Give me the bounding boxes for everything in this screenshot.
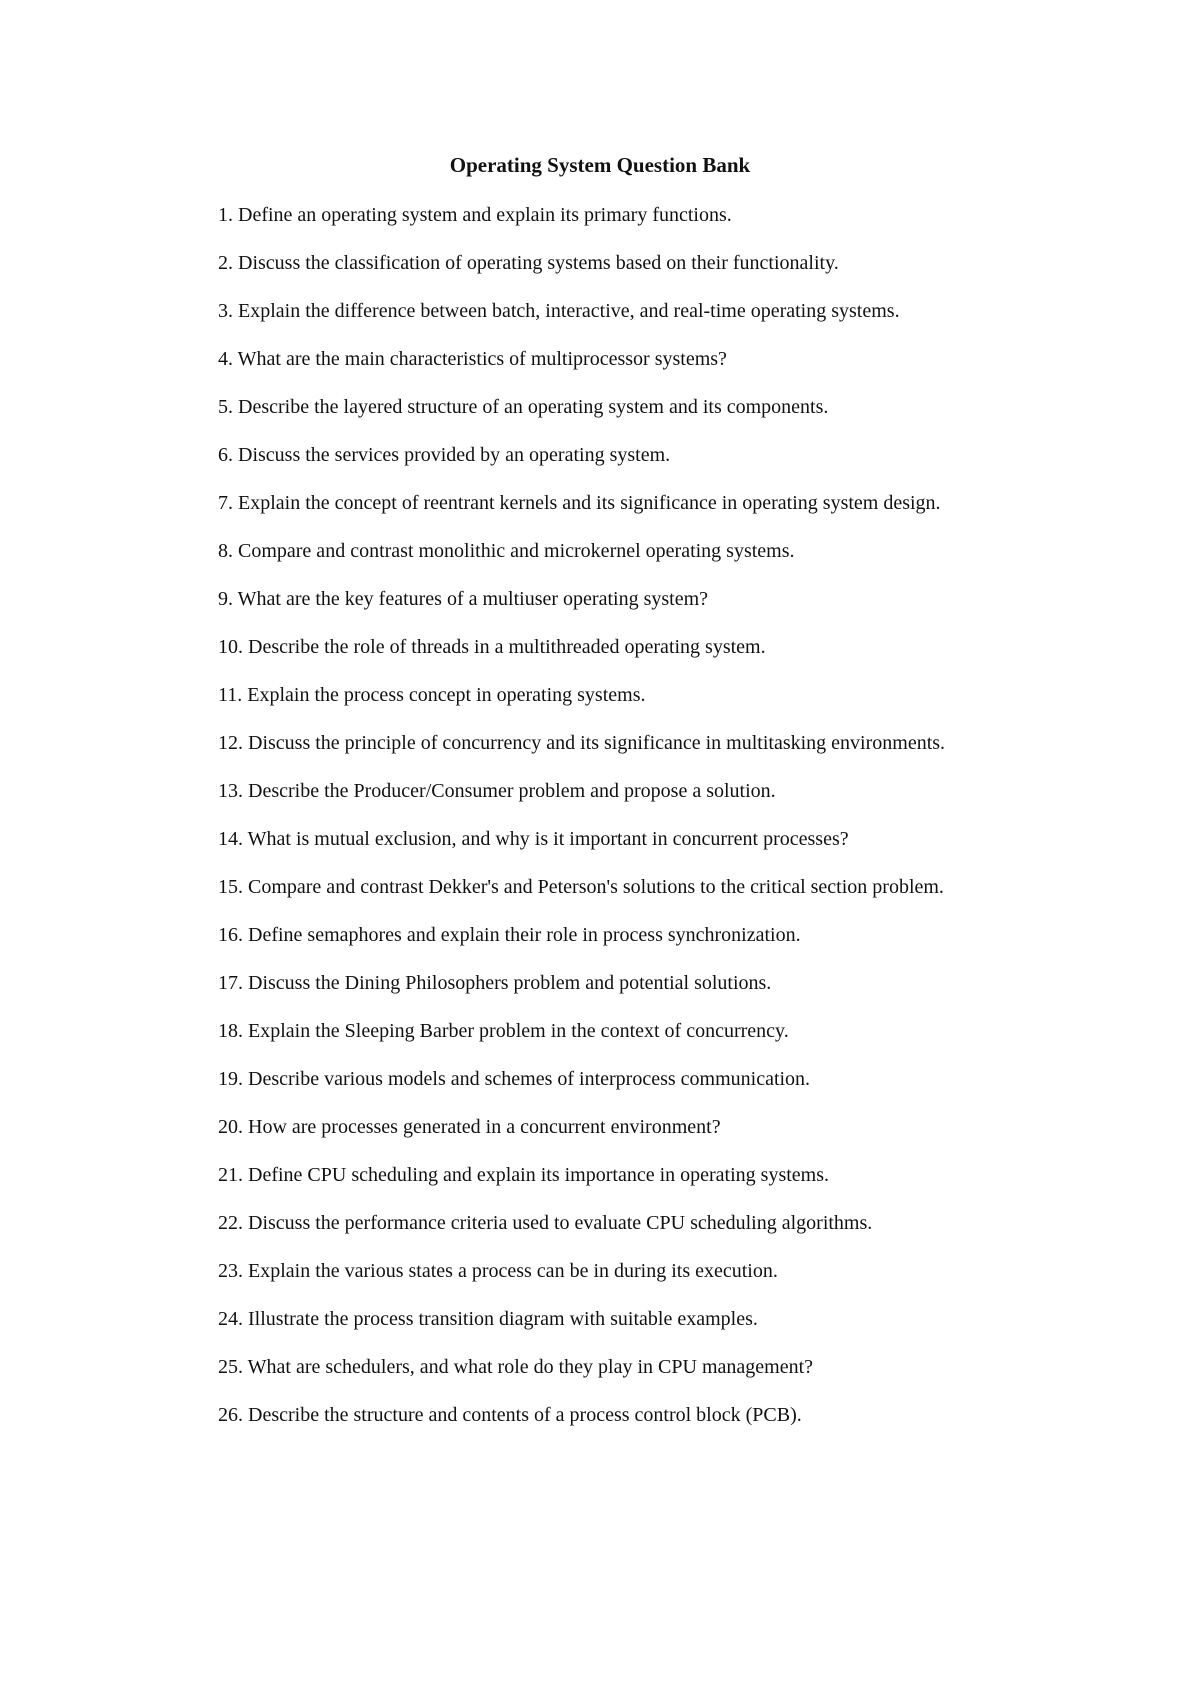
question-item: 24. Illustrate the process transition diagram with suitable examples. [218, 1308, 758, 1330]
question-item: 5. Describe the layered structure of an operating system and its components. [218, 396, 829, 418]
question-item: 19. Describe various models and schemes of interprocess communication. [218, 1068, 811, 1090]
question-item: 3. Explain the difference between batch, interactive, and real-time operating systems. [218, 300, 900, 322]
question-item: 6. Discuss the services provided by an operating system. [218, 444, 671, 466]
question-item: 7. Explain the concept of reentrant kernels and its significance in operating system design. [218, 492, 941, 514]
question-item: 22. Discuss the performance criteria used to evaluate CPU scheduling algorithms. [218, 1212, 873, 1234]
question-item: 20. How are processes generated in a concurrent environment? [218, 1116, 721, 1138]
question-item: 10. Describe the role of threads in a multithreaded operating system. [218, 636, 766, 658]
document-title: Operating System Question Bank [449, 153, 751, 177]
question-list [218, 201, 1060, 1449]
question-item: 2. Discuss the classification of operating systems based on their functionality. [218, 252, 839, 274]
question-item: 12. Discuss the principle of concurrency and its significance in multitasking environments. [218, 732, 946, 754]
question-item: 15. Compare and contrast Dekker's and Peterson's solutions to the critical section problem. [218, 876, 944, 898]
question-item: 25. What are schedulers, and what role do they play in CPU management? [218, 1356, 814, 1378]
question-item: 13. Describe the Producer/Consumer problem and propose a solution. [218, 780, 776, 802]
question-item: 8. Compare and contrast monolithic and microkernel operating systems. [218, 540, 795, 562]
question-item: 1. Define an operating system and explain its primary functions. [218, 204, 732, 226]
question-item: 16. Define semaphores and explain their role in process synchronization. [218, 924, 801, 946]
question-item: 23. Explain the various states a process can be in during its execution. [218, 1260, 778, 1282]
question-item: 26. Describe the structure and contents of a process control block (PCB). [218, 1404, 802, 1426]
question-item: 4. What are the main characteristics of multiprocessor systems? [218, 348, 727, 370]
question-item: 14. What is mutual exclusion, and why is it important in concurrent processes? [218, 828, 849, 850]
question-item: 9. What are the key features of a multiuser operating system? [218, 588, 709, 610]
question-item: 21. Define CPU scheduling and explain its importance in operating systems. [218, 1164, 829, 1186]
question-item: 18. Explain the Sleeping Barber problem in the context of concurrency. [218, 1020, 789, 1042]
question-item: 17. Discuss the Dining Philosophers problem and potential solutions. [218, 972, 772, 994]
question-item: 11. Explain the process concept in operating systems. [218, 684, 646, 706]
